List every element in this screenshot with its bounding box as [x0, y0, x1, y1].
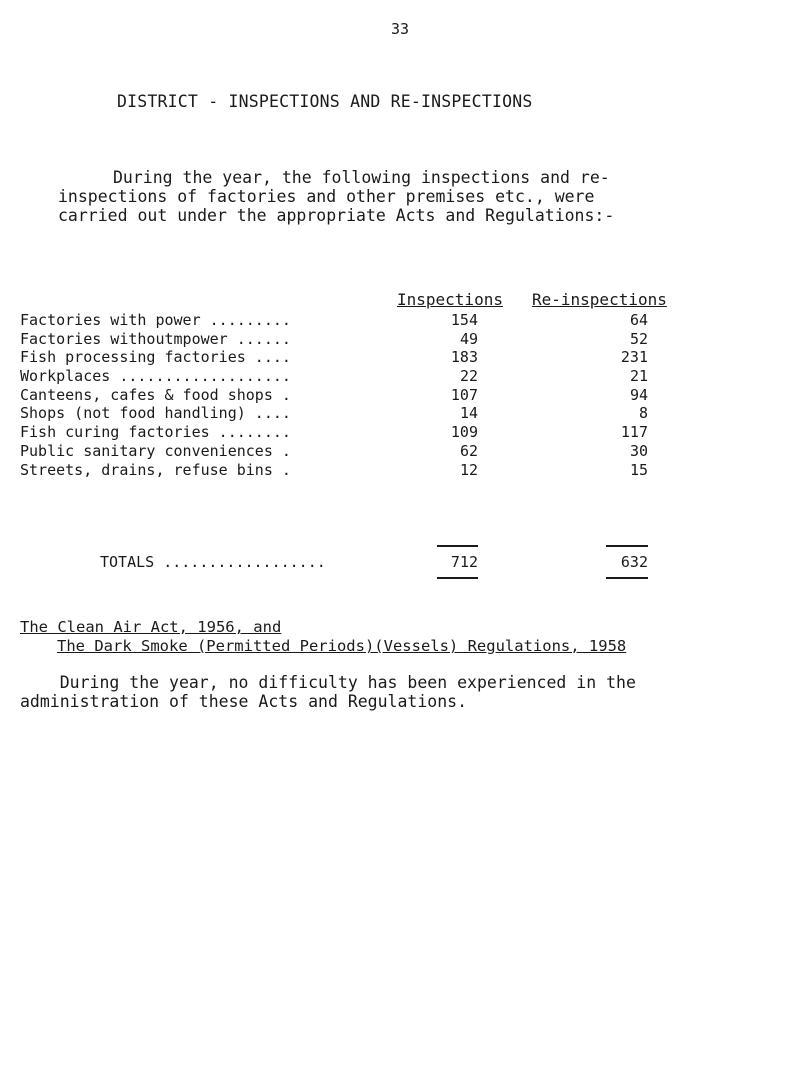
table-row — [20, 461, 720, 480]
reinspections-value: 94 — [629, 385, 648, 404]
row-label: Streets, drains, refuse bins . — [20, 460, 291, 479]
reinspections-value: 8 — [638, 404, 648, 423]
row-label: Factories withoutmpower ...... — [20, 329, 291, 348]
closing-line: During the year, no difficulty has been experienced in the — [20, 673, 636, 692]
table-row — [20, 330, 720, 349]
totals-label: TOTALS .................. — [100, 553, 326, 571]
reinspections-value: 52 — [629, 329, 648, 348]
totals-inspections: 712 — [450, 553, 478, 571]
reinspections-value: 30 — [629, 441, 648, 460]
inspections-value: 14 — [459, 404, 478, 423]
row-label: Canteens, cafes & food shops . — [20, 385, 291, 404]
inspections-value: 22 — [459, 367, 478, 386]
closing-paragraph — [20, 673, 780, 711]
intro-line: During the year, the following inspections and re- — [113, 168, 610, 187]
row-label: Workplaces ................... — [20, 367, 291, 386]
reinspections-value: 21 — [629, 367, 648, 386]
page-heading: DISTRICT - INSPECTIONS AND RE-INSPECTIONS — [117, 92, 533, 111]
inspections-table — [20, 311, 720, 479]
inspections-value: 154 — [450, 311, 478, 329]
inspections-value: 62 — [459, 441, 478, 460]
intro-line: inspections of factories and other premises etc., were — [58, 187, 595, 206]
totals-reinspections: 632 — [620, 553, 648, 571]
table-row — [20, 367, 720, 386]
column-header-inspections: Inspections — [397, 290, 503, 309]
inspections-value: 49 — [459, 329, 478, 348]
row-label: Shops (not food handling) .... — [20, 404, 291, 423]
intro-line: carried out under the appropriate Acts and Regulations:- — [58, 206, 615, 225]
reinspections-value: 64 — [629, 311, 648, 329]
row-label: Fish curing factories ........ — [20, 423, 291, 442]
table-row — [20, 348, 720, 367]
section-title: The Clean Air Act, 1956, and — [20, 618, 282, 636]
totals-rule-bottom-inspections — [437, 577, 478, 579]
inspections-value: 183 — [450, 348, 478, 367]
inspections-value: 107 — [450, 385, 478, 404]
totals-rule-bottom-reinspections — [606, 577, 648, 579]
section-subtitle: The Dark Smoke (Permitted Periods)(Vessels) Regulations, 1958 — [57, 637, 627, 655]
table-row — [20, 311, 720, 330]
reinspections-value: 15 — [629, 460, 648, 479]
page-number: 33 — [390, 20, 410, 38]
table-row — [20, 386, 720, 405]
column-header-reinspections: Re-inspections — [532, 290, 667, 309]
totals-rule-top-inspections — [437, 545, 478, 547]
reinspections-value: 117 — [620, 423, 648, 442]
row-label: Fish processing factories .... — [20, 348, 291, 367]
totals-rule-top-reinspections — [606, 545, 648, 547]
row-label: Public sanitary conveniences . — [20, 441, 291, 460]
reinspections-value: 231 — [620, 348, 648, 367]
table-row — [20, 442, 720, 461]
table-row — [20, 404, 720, 423]
inspections-value: 109 — [450, 423, 478, 442]
table-row — [20, 423, 720, 442]
inspections-value: 12 — [459, 460, 478, 479]
closing-line: administration of these Acts and Regulations. — [20, 692, 468, 711]
row-label: Factories with power ......... — [20, 311, 291, 329]
intro-paragraph — [58, 168, 758, 225]
